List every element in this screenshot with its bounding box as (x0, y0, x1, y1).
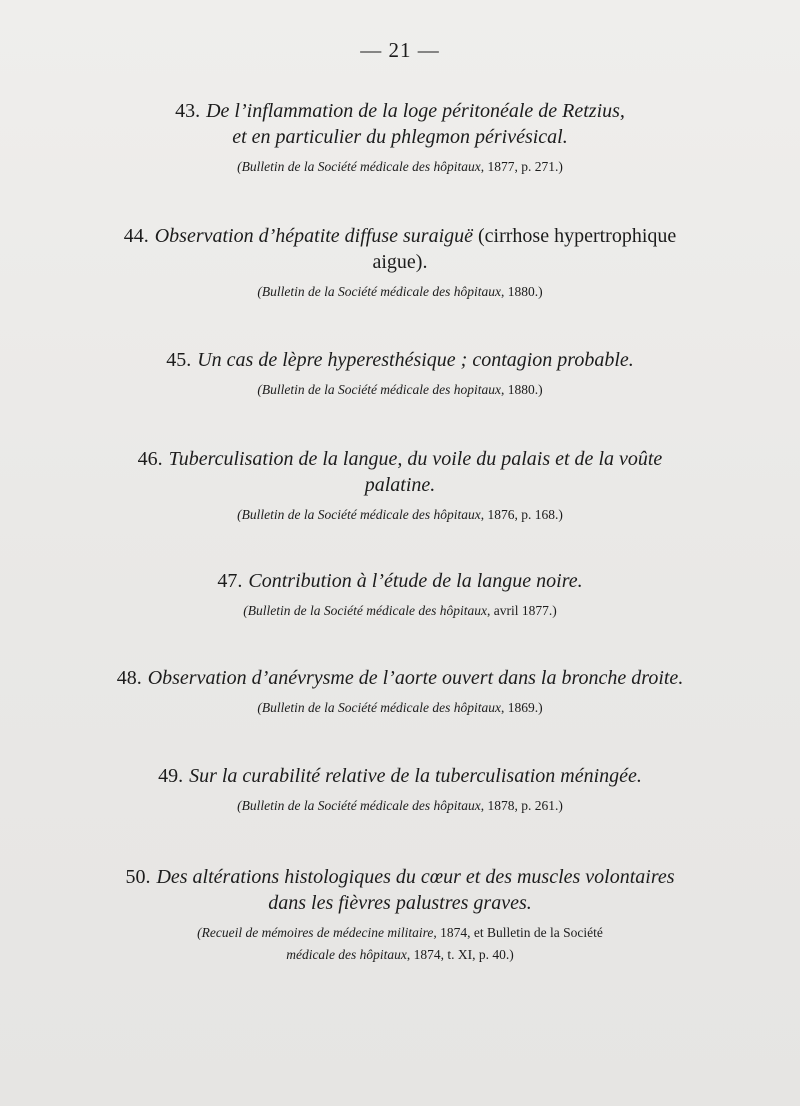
entry-number: 43. (175, 100, 201, 122)
entry-43 (0, 98, 800, 178)
entry-title (0, 446, 800, 472)
entry-reference (0, 379, 800, 401)
entry-title (0, 249, 800, 275)
entry-title-line: De l’inflammation de la loge péritonéale de Retzius, (206, 100, 625, 122)
entry-title-line: Sur la curabilité relative de la tuberculisation méningée. (189, 765, 642, 787)
entry-number: 50. (125, 866, 151, 888)
entry-reference (0, 156, 800, 178)
entry-title (0, 568, 800, 594)
entry-reference (0, 600, 800, 622)
reference-prefix: (Recueil de mémoires de médecine militaire (197, 925, 434, 940)
entry-45 (0, 347, 800, 401)
entry-title-line: Tuberculisation de la langue, du voile du palais et de la voûte (168, 448, 663, 470)
entry-number: 44. (123, 225, 149, 247)
entry-reference (0, 944, 800, 966)
entry-number: 47. (217, 570, 243, 592)
reference-suffix: , 1869.) (501, 700, 543, 715)
entry-title-line: palatine. (364, 474, 436, 496)
entry-title (0, 763, 800, 789)
entry-number: 45. (166, 349, 192, 371)
reference-journal: Société médicale des hôpitaux (317, 798, 481, 813)
entry-title (0, 864, 800, 890)
reference-prefix: médicale des hôpitaux (286, 947, 407, 962)
entry-title (0, 124, 800, 150)
entry-49 (0, 763, 800, 817)
reference-journal: Société médicale des hôpitaux (337, 700, 502, 715)
entry-reference (0, 697, 800, 719)
entry-title-line: Observation d’anévrysme de l’aorte ouvert dans la bronche droite. (147, 667, 684, 689)
entry-title-line: dans les fièvres palustres graves. (268, 892, 532, 914)
entry-title-line: Contribution à l’étude de la langue noire. (248, 570, 583, 592)
entry-number: 48. (116, 667, 142, 689)
entry-title-line: aigue). (372, 251, 428, 273)
entry-title-italic: Observation d’hépatite diffuse suraiguë (154, 225, 474, 247)
entry-title (0, 223, 800, 249)
entry-title-roman: (cirrhose hypertrophique (473, 225, 677, 247)
reference-prefix: (Bulletin de la (237, 159, 318, 174)
entry-title-line: et en particulier du phlegmon périvésical. (232, 126, 568, 148)
entry-reference (0, 281, 800, 303)
reference-suffix: , 1880.) (501, 284, 543, 299)
entry-reference (0, 795, 800, 817)
entry-48 (0, 665, 800, 719)
entry-number: 46. (137, 448, 163, 470)
entry-title (0, 665, 800, 691)
reference-prefix: (Bulletin de la (237, 798, 318, 813)
entry-title (0, 347, 800, 373)
reference-suffix: , 1874, et Bulletin de la Société (433, 925, 603, 940)
reference-prefix: (Bulletin de la (257, 284, 338, 299)
reference-suffix: , avril 1877.) (486, 603, 557, 618)
entry-50 (0, 864, 800, 966)
entry-title-line: Des altérations histologiques du cœur et des muscles volontaires (156, 866, 675, 888)
reference-journal: Société médicale des hôpitaux (317, 507, 481, 522)
entry-title (0, 472, 800, 498)
entry-44 (0, 223, 800, 303)
page-number: — 21 — (360, 38, 440, 62)
reference-journal: Société médicale des hôpitaux (323, 603, 487, 618)
reference-journal: Société médicale des hôpitaux (337, 284, 502, 299)
entry-title (0, 890, 800, 916)
entry-reference (0, 922, 800, 944)
reference-journal: Société médicale des hopitaux (337, 382, 502, 397)
reference-journal: Société médicale des hôpitaux (317, 159, 481, 174)
reference-suffix: , 1876, p. 168.) (480, 507, 563, 522)
reference-prefix: (Bulletin de la (257, 382, 338, 397)
reference-suffix: , 1877, p. 271.) (480, 159, 563, 174)
reference-prefix: (Bulletin de la (243, 603, 324, 618)
entry-title (0, 98, 800, 124)
reference-suffix: , 1880.) (501, 382, 543, 397)
reference-suffix: , 1878, p. 261.) (480, 798, 563, 813)
reference-prefix: (Bulletin de la (237, 507, 318, 522)
entry-title-line: Un cas de lèpre hyperesthésique ; contagion probable. (197, 349, 634, 371)
entry-47 (0, 568, 800, 622)
reference-suffix: , 1874, t. XI, p. 40.) (406, 947, 514, 962)
entry-reference (0, 504, 800, 526)
entry-46 (0, 446, 800, 526)
reference-prefix: (Bulletin de la (257, 700, 338, 715)
entry-number: 49. (158, 765, 184, 787)
